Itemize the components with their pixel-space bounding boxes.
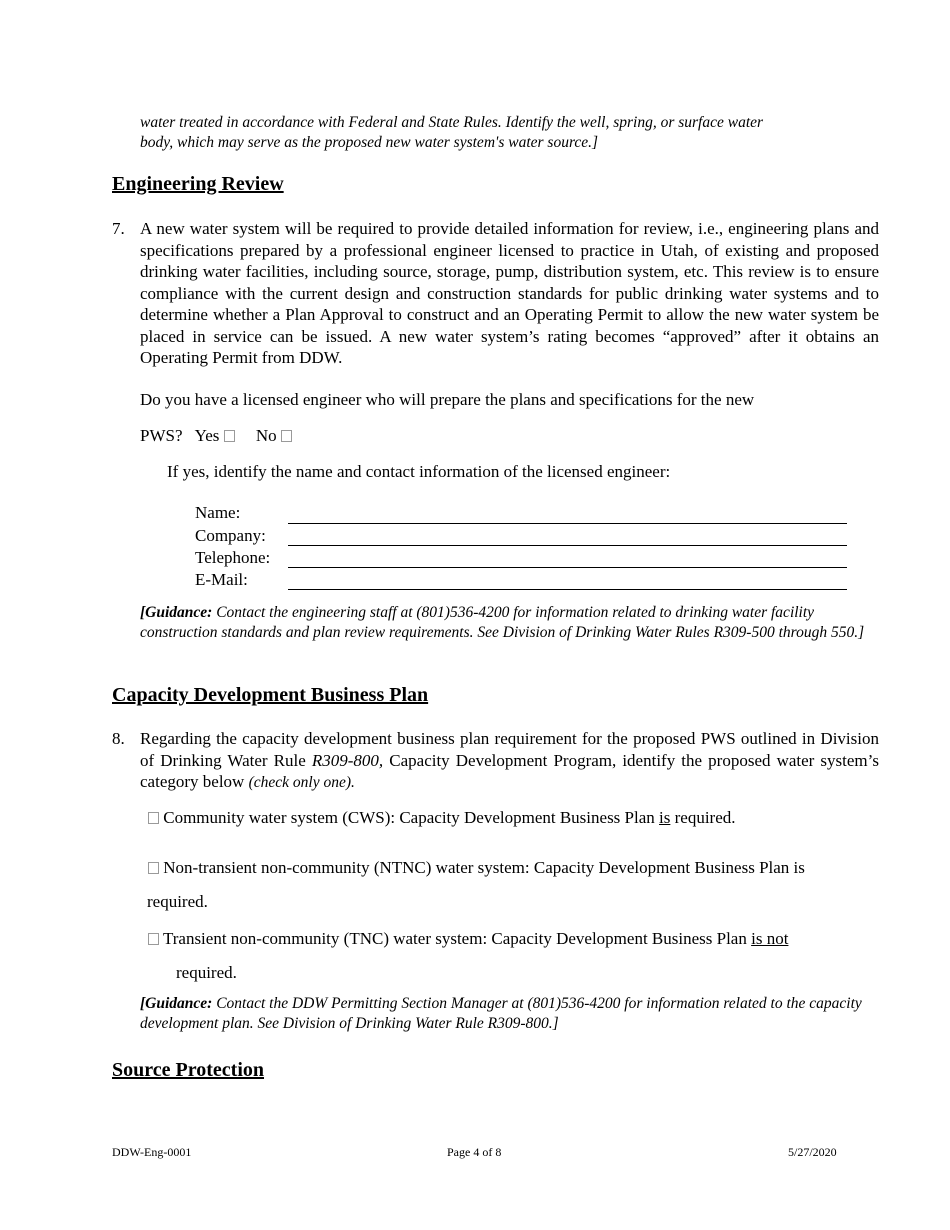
pws-answer-row <box>140 425 292 447</box>
no-label: No <box>255 426 277 445</box>
item-8-text <box>140 728 879 794</box>
cws-text-underlined: is <box>659 808 671 827</box>
engineering-guidance <box>140 603 872 642</box>
engineering-guidance-label: [Guidance: <box>140 604 213 621</box>
engineer-followup: If yes, identify the name and contact information of the licensed engineer: <box>167 462 671 481</box>
item-8-rule: R309-800, <box>311 750 384 770</box>
ntnc-checkbox[interactable] <box>148 862 159 874</box>
intro-guidance <box>140 113 860 152</box>
item-7-number: 7. <box>112 219 125 238</box>
ntnc-text-line2: required. <box>147 892 208 911</box>
yes-label: Yes <box>194 426 220 445</box>
capacity-guidance-text: Contact the DDW Permitting Section Manager at (801)536-4200 for information related to the capacity development plan. See Division of Drinking Water Rule R309-800.] <box>140 995 862 1032</box>
name-field[interactable] <box>288 523 847 524</box>
intro-guidance-line2: body, which may serve as the proposed new water system's water source.] <box>140 133 599 151</box>
item-8-text-a: Regarding the capacity development business plan requirement for the proposed PWS outlined in Division of Drinking Water Rule <box>140 729 879 770</box>
cws-checkbox[interactable] <box>148 812 159 824</box>
intro-guidance-line1: water treated in accordance with Federal and State Rules. Identify the well, spring, or surface water <box>140 114 764 131</box>
cws-text-b: required. <box>670 808 736 827</box>
telephone-field[interactable] <box>288 567 847 568</box>
no-checkbox[interactable] <box>281 430 292 442</box>
footer-page-number: Page 4 of 8 <box>447 1145 502 1159</box>
ntnc-text-line1: Non-transient non-community (NTNC) water system: Capacity Development Business Plan is <box>163 858 805 877</box>
engineer-question: Do you have a licensed engineer who will prepare the plans and specifications for the new <box>140 390 755 409</box>
engineering-review-heading: Engineering Review <box>112 173 284 195</box>
email-field[interactable] <box>288 589 847 590</box>
option-cws <box>148 807 736 829</box>
name-label: Name: <box>195 503 241 522</box>
tnc-text-line2: required. <box>176 963 237 982</box>
pws-label: PWS? <box>140 426 183 445</box>
tnc-text-underlined: is not <box>751 929 789 948</box>
capacity-guidance <box>140 994 872 1033</box>
yes-checkbox[interactable] <box>224 430 235 442</box>
telephone-label: Telephone: <box>195 548 271 567</box>
tnc-text-a: Transient non-community (TNC) water system: Capacity Development Business Plan <box>162 929 752 948</box>
footer-form-id: DDW-Eng-0001 <box>112 1145 192 1159</box>
capacity-development-heading: Capacity Development Business Plan <box>112 684 429 706</box>
tnc-checkbox[interactable] <box>148 933 159 945</box>
item-8-text-b: Capacity Development Program, identify the proposed water system’s category below <box>140 750 879 791</box>
cws-text-a: Community water system (CWS): Capacity Development Business Plan <box>163 808 660 827</box>
item-7-text: A new water system will be required to provide detailed information for review, i.e., engineering plans and specifications prepared by a professional engineer licensed to practice in Utah, of existing and proposed drinking water facilities, including source, storage, pump, distribution system, etc. This review is to ensure compliance with the current design and construction standards for public drinking water systems and to determine whether a Plan Approval to construct and an Operating Permit to allow the new water system be placed in service can be issued. A new water system’s rating becomes “approved” after it obtains an Operating Permit from DDW. <box>140 219 879 367</box>
footer-date: 5/27/2020 <box>788 1145 837 1159</box>
option-ntnc <box>148 857 805 879</box>
email-label: E-Mail: <box>195 570 248 589</box>
engineering-guidance-text: Contact the engineering staff at (801)536-4200 for information related to drinking water facility construction standards and plan review requirements. See Division of Drinking Water Rules R309-500 through 550.] <box>140 604 865 641</box>
company-field[interactable] <box>288 545 847 546</box>
source-protection-heading: Source Protection <box>112 1059 265 1081</box>
company-label: Company: <box>195 526 266 545</box>
item-8-note: (check only one). <box>248 774 355 791</box>
capacity-guidance-label: [Guidance: <box>140 995 213 1012</box>
item-8-number: 8. <box>112 729 125 748</box>
option-tnc <box>148 928 788 950</box>
